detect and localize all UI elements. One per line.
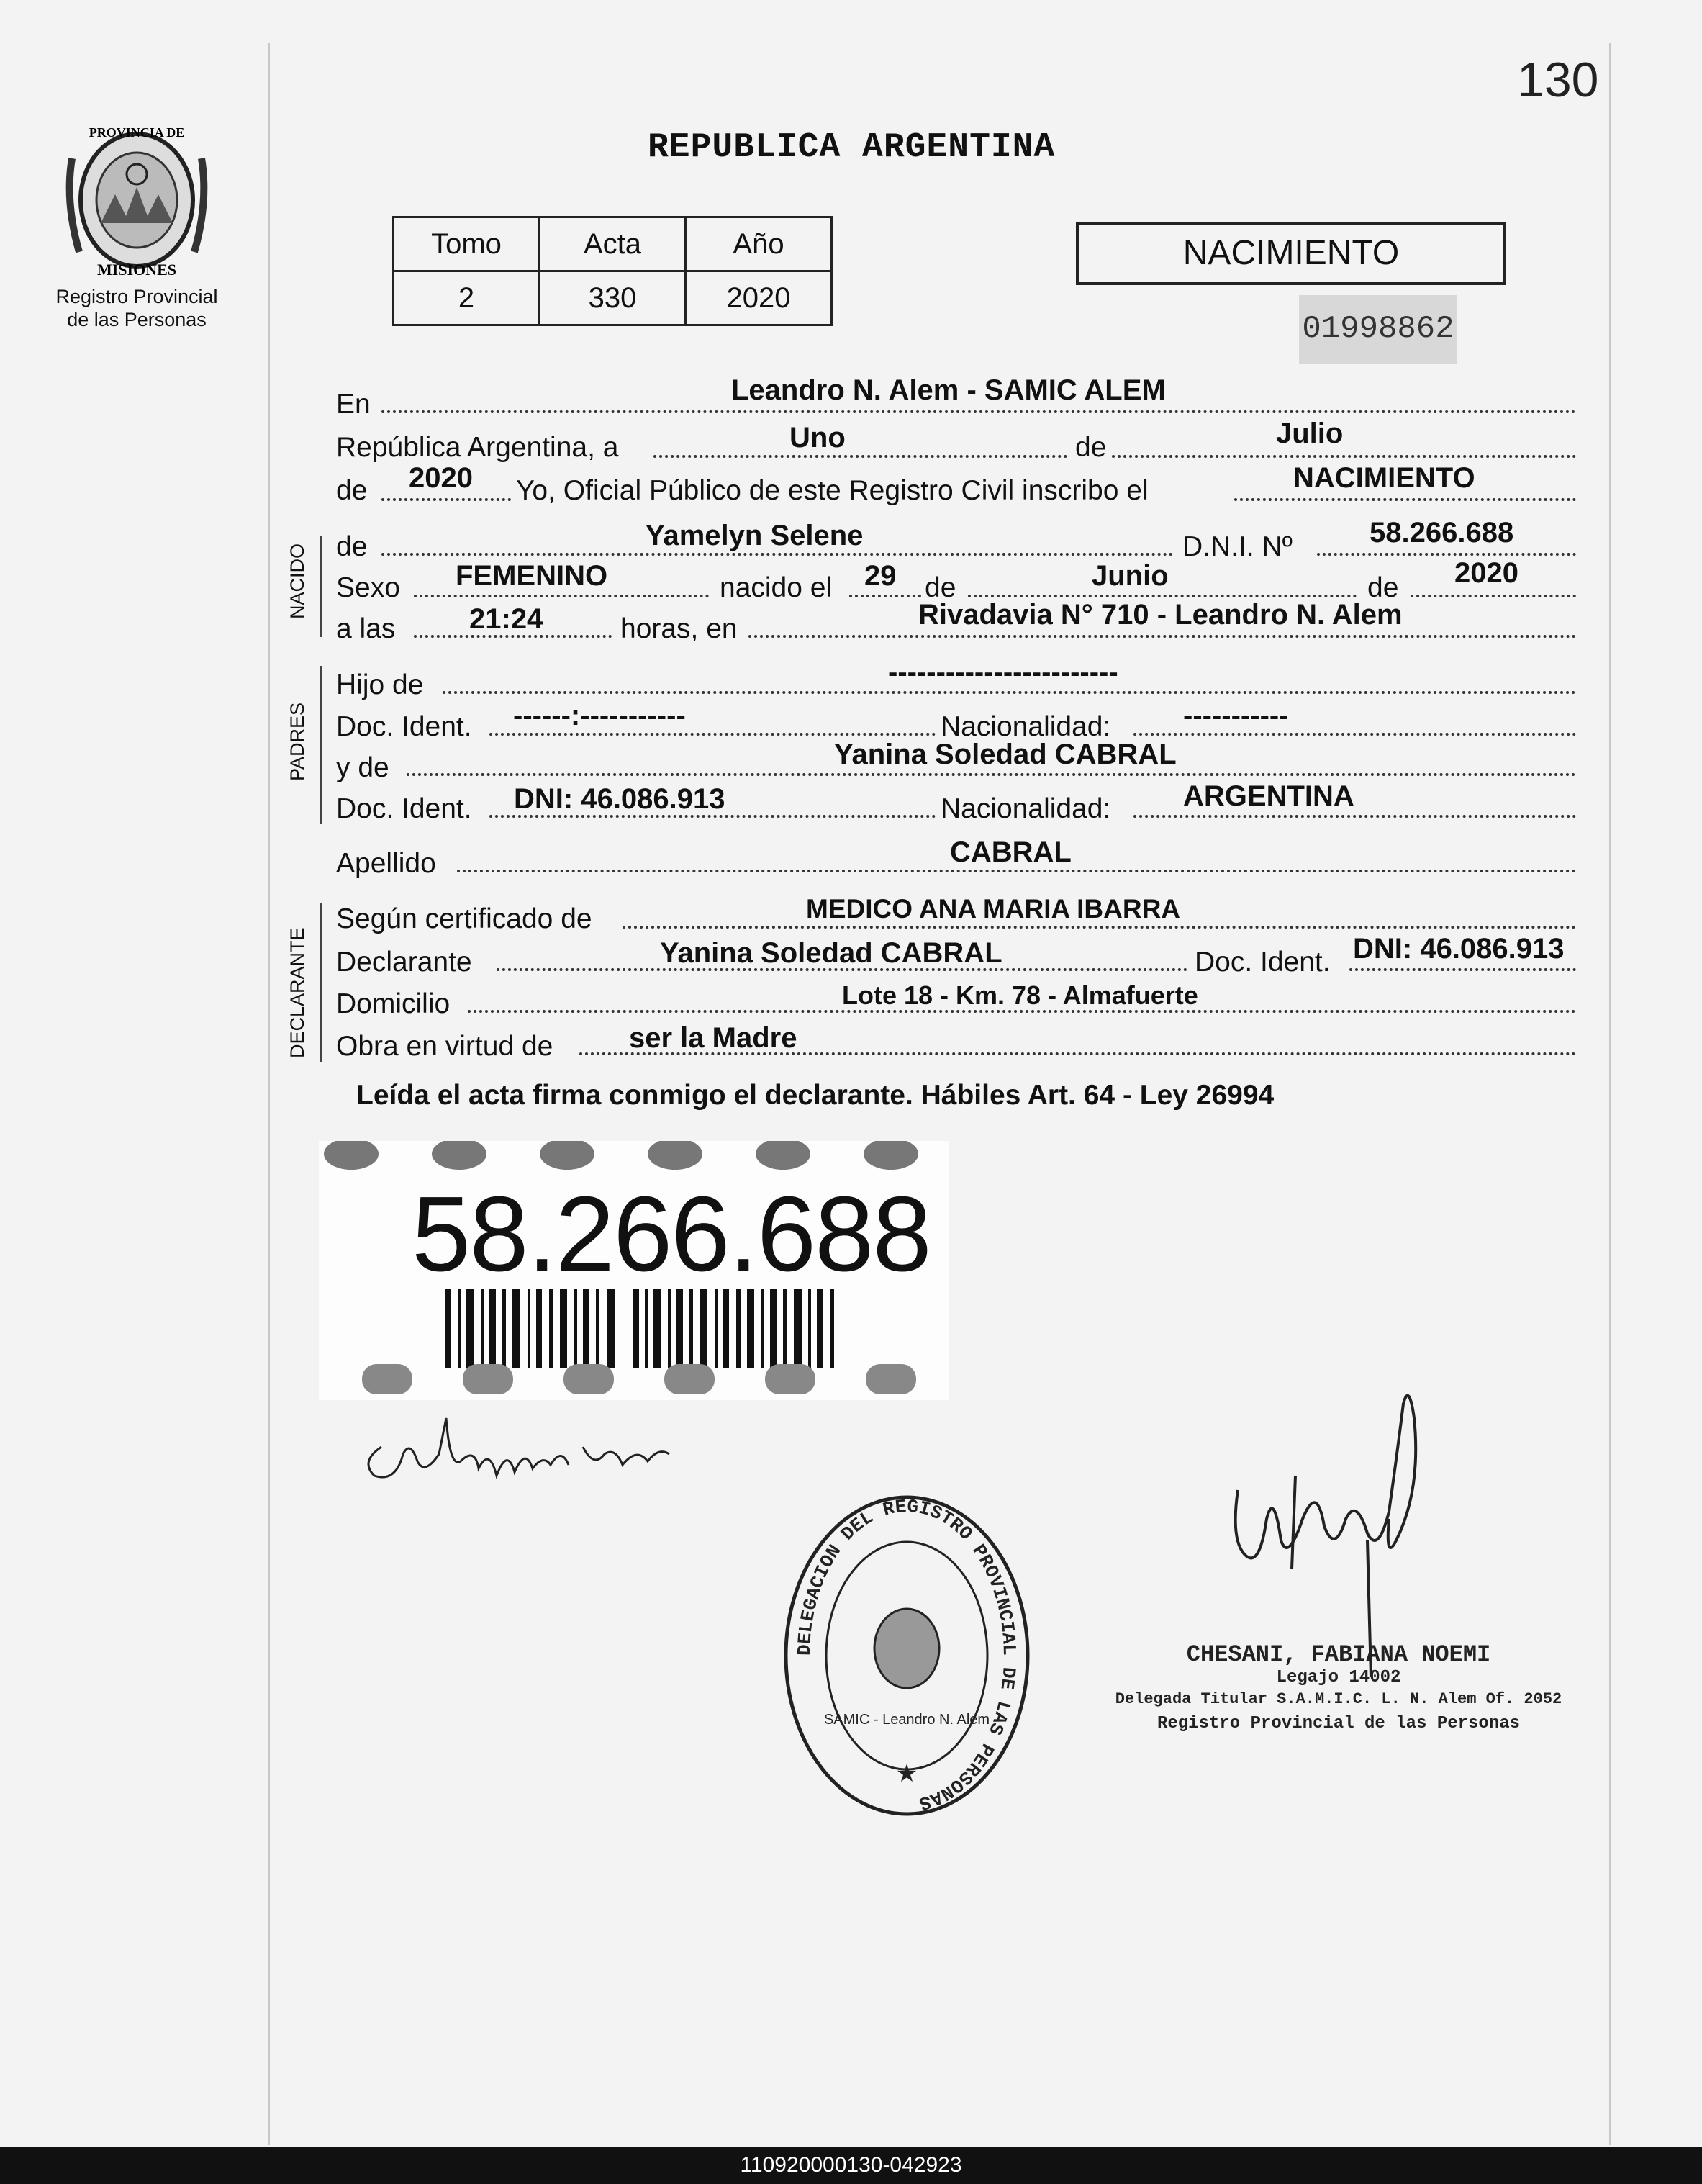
value-dni: 58.266.688 bbox=[1370, 517, 1514, 549]
official-signature bbox=[1216, 1375, 1454, 1677]
value-nac-anio: 2020 bbox=[1454, 557, 1518, 589]
side-label-nacido: NACIDO bbox=[286, 543, 308, 619]
dots-nac1 bbox=[1133, 733, 1576, 736]
svg-text:SAMIC - Leandro N. Alem: SAMIC - Leandro N. Alem bbox=[823, 1712, 990, 1728]
record-table bbox=[392, 216, 833, 326]
label-de-2: de bbox=[925, 572, 956, 603]
record-type-box: NACIMIENTO bbox=[1076, 222, 1506, 285]
label-de-anio: de bbox=[336, 475, 368, 506]
value-mes: Julio bbox=[1276, 418, 1344, 449]
label-de-mes: de bbox=[1075, 432, 1107, 463]
dots-nac-mes bbox=[968, 595, 1357, 597]
record-value-tomo: 2 bbox=[394, 271, 540, 325]
label-dni: D.N.I. Nº bbox=[1182, 531, 1293, 562]
label-nacionalidad-1: Nacionalidad: bbox=[941, 711, 1111, 742]
record-header-anio: Año bbox=[686, 217, 832, 271]
svg-text:MISIONES: MISIONES bbox=[96, 261, 177, 279]
official-organization: Registro Provincial de las Personas bbox=[1156, 1714, 1521, 1733]
svg-text:DELEGACION DEL REGISTRO PROVIN: DELEGACION DEL REGISTRO PROVINCIAL DE LAS PERSONAS bbox=[793, 1495, 1020, 1815]
label-sexo: Sexo bbox=[336, 572, 400, 603]
label-a-las: a las bbox=[336, 613, 396, 644]
document-title: REPUBLICA ARGENTINA bbox=[648, 128, 1056, 167]
misiones-coat-of-arms-logo bbox=[58, 115, 216, 281]
declarant-signature bbox=[353, 1404, 684, 1497]
value-anio: 2020 bbox=[409, 462, 473, 494]
logo-caption bbox=[29, 285, 245, 331]
dots-nombre bbox=[381, 553, 1173, 556]
value-sexo: FEMENINO bbox=[456, 560, 608, 592]
value-domicilio: Lote 18 - Km. 78 - Almafuerte bbox=[842, 980, 1198, 1010]
dots-en bbox=[381, 410, 1576, 413]
barcode-number: 58.266.688 bbox=[412, 1175, 931, 1294]
serial-number-stamp: 01998862 bbox=[1299, 295, 1457, 364]
dots-certificado bbox=[623, 926, 1576, 929]
dots-inscribo bbox=[1234, 498, 1576, 501]
label-yo-oficial: Yo, Oficial Público de este Registro Civil inscribo el bbox=[516, 475, 1149, 506]
official-stamp bbox=[777, 1490, 1036, 1821]
nacido-separator bbox=[320, 536, 322, 637]
value-certificado: MEDICO ANA MARIA IBARRA bbox=[806, 894, 1181, 924]
dots-anio bbox=[381, 498, 511, 501]
padres-separator bbox=[320, 666, 322, 824]
dots-dia bbox=[653, 455, 1067, 458]
dots-apellido bbox=[457, 870, 1576, 872]
label-segun-certificado: Según certificado de bbox=[336, 903, 592, 934]
side-label-declarante: DECLARANTE bbox=[286, 927, 308, 1058]
label-de-nombre: de bbox=[336, 531, 368, 562]
value-nac1: ----------- bbox=[1183, 700, 1289, 731]
record-header-acta: Acta bbox=[540, 217, 686, 271]
value-dia: Uno bbox=[789, 422, 846, 454]
value-apellido: CABRAL bbox=[950, 836, 1072, 868]
label-doc-ident-2: Doc. Ident. bbox=[336, 793, 472, 824]
value-doc2: DNI: 46.086.913 bbox=[514, 783, 725, 815]
left-margin-line bbox=[268, 43, 270, 2145]
logo-caption-line1: Registro Provincial bbox=[55, 286, 218, 307]
official-legajo: Legajo 14002 bbox=[1276, 1668, 1401, 1687]
value-nac-mes: Junio bbox=[1092, 560, 1169, 592]
side-label-padres: PADRES bbox=[286, 702, 308, 781]
closing-note: Leída el acta firma conmigo el declarante. Hábiles Art. 64 - Ley 26994 bbox=[356, 1080, 1275, 1111]
dots-doc1 bbox=[489, 733, 936, 736]
label-y-de: y de bbox=[336, 752, 389, 783]
logo-caption-line2: de las Personas bbox=[67, 309, 207, 330]
value-doc1: ------:----------- bbox=[513, 700, 686, 731]
record-value-acta: 330 bbox=[540, 271, 686, 325]
dots-nac-dia bbox=[849, 595, 921, 597]
label-republica: República Argentina, a bbox=[336, 432, 619, 463]
footer-code: 110920000130-042923 bbox=[0, 2147, 1702, 2184]
value-nac-dia: 29 bbox=[864, 560, 897, 592]
dots-padre bbox=[443, 691, 1576, 694]
label-de-3: de bbox=[1367, 572, 1399, 603]
official-name: CHESANI, FABIANA NOEMI bbox=[1186, 1641, 1491, 1668]
value-madre: Yanina Soledad CABRAL bbox=[834, 739, 1177, 770]
dots-madre bbox=[407, 773, 1576, 776]
official-position: Delegada Titular S.A.M.I.C. L. N. Alem Of. 2052 bbox=[1115, 1690, 1562, 1708]
value-lugar: Rivadavia N° 710 - Leandro N. Alem bbox=[918, 599, 1403, 631]
value-hora: 21:24 bbox=[469, 603, 543, 635]
page-number: 130 bbox=[1517, 53, 1599, 107]
label-doc-ident-1: Doc. Ident. bbox=[336, 711, 472, 742]
label-apellido: Apellido bbox=[336, 848, 436, 879]
label-hijo-de: Hijo de bbox=[336, 669, 424, 700]
hologram-pattern-bottom bbox=[319, 1357, 949, 1400]
dots-nac2 bbox=[1133, 815, 1576, 818]
label-domicilio: Domicilio bbox=[336, 988, 451, 1019]
svg-text:PROVINCIA DE: PROVINCIA DE bbox=[89, 125, 185, 140]
dots-nac-anio bbox=[1411, 595, 1576, 597]
label-horas-en: horas, en bbox=[620, 613, 738, 644]
label-nacionalidad-2: Nacionalidad: bbox=[941, 793, 1111, 824]
label-en: En bbox=[336, 389, 371, 420]
label-obra-en-virtud: Obra en virtud de bbox=[336, 1031, 553, 1062]
right-margin-line bbox=[1609, 43, 1611, 2145]
value-padre: ------------------------ bbox=[888, 656, 1118, 688]
dots-doc3 bbox=[1349, 968, 1576, 971]
value-en: Leandro N. Alem - SAMIC ALEM bbox=[731, 374, 1166, 406]
value-nombre: Yamelyn Selene bbox=[646, 520, 864, 551]
barcode bbox=[445, 1289, 848, 1368]
record-value-anio: 2020 bbox=[686, 271, 832, 325]
label-nacido-el: nacido el bbox=[720, 572, 833, 603]
value-nac2: ARGENTINA bbox=[1183, 780, 1354, 812]
value-doc3: DNI: 46.086.913 bbox=[1353, 933, 1565, 965]
svg-text:★: ★ bbox=[895, 1760, 918, 1787]
label-declarante: Declarante bbox=[336, 947, 472, 978]
dots-lugar bbox=[748, 635, 1576, 638]
record-header-tomo: Tomo bbox=[394, 217, 540, 271]
official-block bbox=[1108, 1641, 1569, 1733]
declarante-separator bbox=[320, 903, 322, 1062]
value-inscribo: NACIMIENTO bbox=[1293, 462, 1475, 494]
label-doc-ident-3: Doc. Ident. bbox=[1195, 947, 1331, 978]
dots-mes bbox=[1112, 455, 1576, 458]
value-obra: ser la Madre bbox=[629, 1022, 797, 1054]
dots-sexo bbox=[414, 595, 709, 597]
value-declarante: Yanina Soledad CABRAL bbox=[660, 937, 1002, 969]
dots-dni bbox=[1317, 553, 1576, 556]
